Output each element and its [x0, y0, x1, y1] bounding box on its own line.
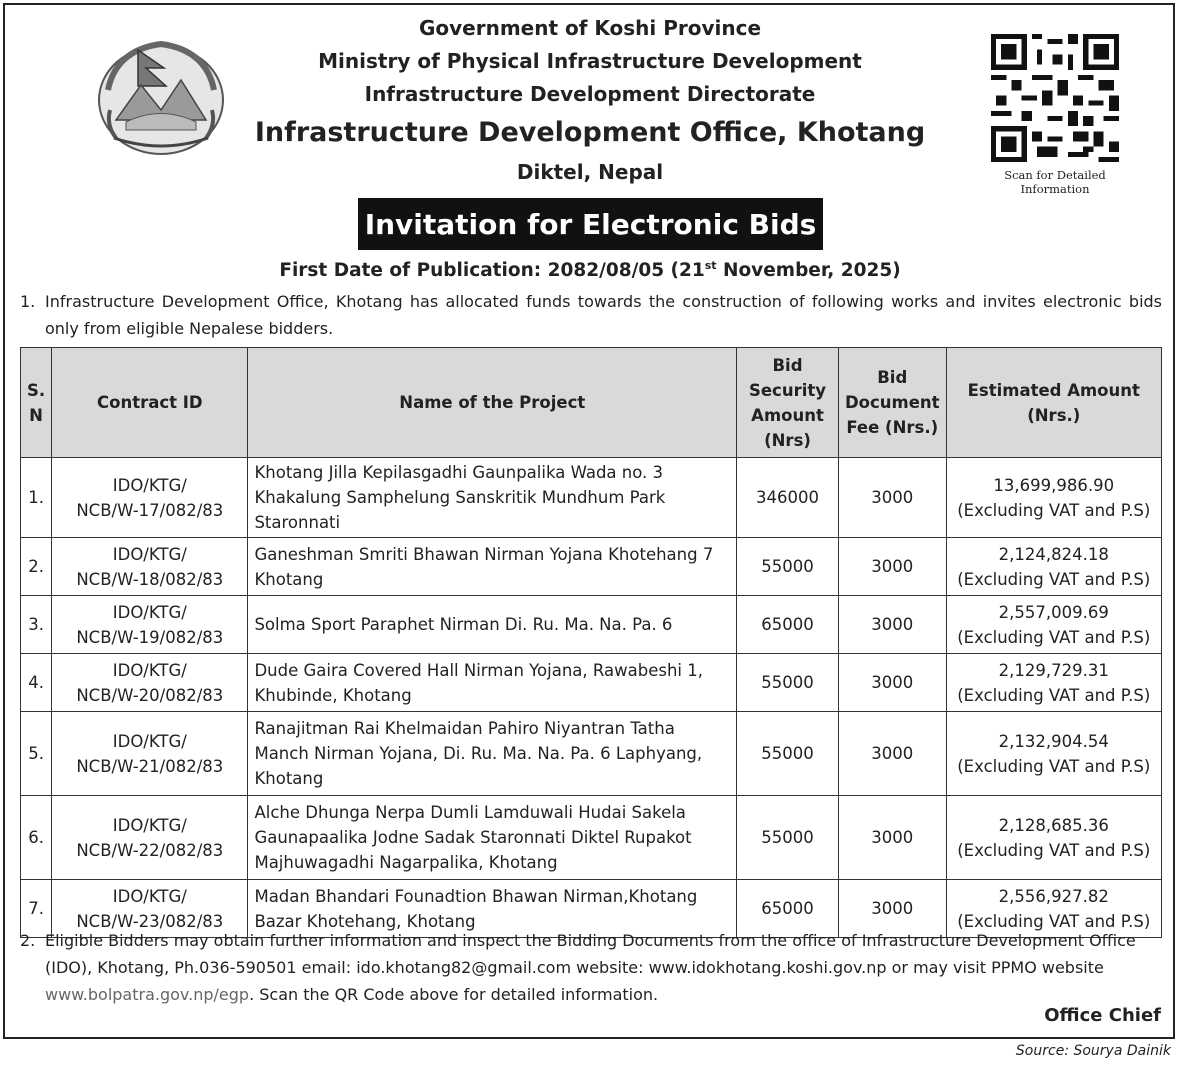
paragraph-number: 1. — [20, 292, 36, 311]
source-credit: Source: Sourya Dainik — [1015, 1043, 1171, 1059]
ministry-name: Ministry of Physical Infrastructure Development — [318, 49, 862, 73]
cell-project-name: Ganeshman Smriti Bhawan Nirman Yojana Khotehang 7 Khotang — [248, 538, 737, 596]
cell-contract-id: IDO/KTG/ NCB/W-17/082/83 — [52, 458, 248, 538]
publication-date — [250, 259, 930, 281]
table-row — [21, 796, 1162, 880]
cell-estimated-amount: 13,699,986.90 (Excluding VAT and P.S) — [946, 458, 1161, 538]
cell-contract-id: IDO/KTG/ NCB/W-23/082/83 — [52, 880, 248, 938]
pub-date-suffix: November, 2025) — [716, 260, 901, 282]
cell-project-name: Khotang Jilla Kepilasgadhi Gaunpalika Wada no. 3 Khakalung Samphelung Sanskritik Mundhum Park Staronnati — [248, 458, 737, 538]
paragraph-2 — [20, 927, 1162, 1008]
cell-document-fee: 3000 — [838, 712, 946, 796]
notice-header — [250, 12, 930, 189]
cell-bid-security: 65000 — [737, 596, 839, 654]
header-estimated-amount: Estimated Amount (Nrs.) — [946, 348, 1161, 458]
bolpatra-link[interactable]: www.bolpatra.gov.np/egp — [45, 985, 250, 1004]
cell-bid-security: 55000 — [737, 796, 839, 880]
pub-date-prefix: First Date of Publication: 2082/08/05 (21 — [279, 260, 705, 282]
pub-date-sup: st — [704, 259, 717, 272]
cell-estimated-amount: 2,129,729.31 (Excluding VAT and P.S) — [946, 654, 1161, 712]
table-header-row — [21, 348, 1162, 458]
table-row — [21, 458, 1162, 538]
cell-project-name: Alche Dhunga Nerpa Dumli Lamduwali Hudai Sakela Gaunapaalika Jodne Sadak Staronnati Diktel Rupakot Majhuwagadhi Nagarpalika, Khotang — [248, 796, 737, 880]
bids-table — [20, 347, 1162, 938]
cell-bid-security: 55000 — [737, 654, 839, 712]
cell-contract-id: IDO/KTG/ NCB/W-19/082/83 — [52, 596, 248, 654]
cell-document-fee: 3000 — [838, 796, 946, 880]
paragraph-number: 2. — [20, 931, 36, 950]
qr-block — [975, 34, 1135, 196]
cell-sn: 1. — [21, 458, 52, 538]
cell-estimated-amount: 2,132,904.54 (Excluding VAT and P.S) — [946, 712, 1161, 796]
cell-contract-id: IDO/KTG/ NCB/W-18/082/83 — [52, 538, 248, 596]
cell-document-fee: 3000 — [838, 596, 946, 654]
header-sn: S. N — [21, 348, 52, 458]
qr-caption: Scan for Detailed Information — [1004, 168, 1106, 196]
cell-document-fee: 3000 — [838, 538, 946, 596]
table-row — [21, 596, 1162, 654]
cell-document-fee: 3000 — [838, 458, 946, 538]
header-project-name: Name of the Project — [248, 348, 737, 458]
government-name: Government of Koshi Province — [418, 16, 762, 40]
paragraph-text: Infrastructure Development Office, Khotang has allocated funds towards the construction of following works and invites electronic bids only from eligible Nepalese bidders. — [45, 292, 1162, 338]
cell-document-fee: 3000 — [838, 880, 946, 938]
header-bid-security: Bid Security Amount (Nrs) — [737, 348, 839, 458]
cell-sn: 4. — [21, 654, 52, 712]
qr-code-icon[interactable] — [991, 34, 1119, 162]
header-document-fee: Bid Document Fee (Nrs.) — [838, 348, 946, 458]
cell-bid-security: 65000 — [737, 880, 839, 938]
paragraph-text — [45, 927, 1162, 1008]
cell-contract-id: IDO/KTG/ NCB/W-22/082/83 — [52, 796, 248, 880]
cell-sn: 5. — [21, 712, 52, 796]
cell-project-name: Ranajitman Rai Khelmaidan Pahiro Niyantran Tatha Manch Nirman Yojana, Di. Ru. Ma. Na. Pa. 6 Laphyang, Khotang — [248, 712, 737, 796]
cell-project-name: Solma Sport Paraphet Nirman Di. Ru. Ma. Na. Pa. 6 — [248, 596, 737, 654]
office-location: Diktel, Nepal — [516, 160, 664, 184]
cell-document-fee: 3000 — [838, 654, 946, 712]
cell-contract-id: IDO/KTG/ NCB/W-21/082/83 — [52, 712, 248, 796]
cell-project-name: Dude Gaira Covered Hall Nirman Yojana, Rawabeshi 1, Khubinde, Khotang — [248, 654, 737, 712]
office-chief-signoff: Office Chief — [1044, 1005, 1161, 1026]
cell-bid-security: 346000 — [737, 458, 839, 538]
table-row — [21, 538, 1162, 596]
table-row — [21, 712, 1162, 796]
cell-bid-security: 55000 — [737, 712, 839, 796]
notice-title: Invitation for Electronic Bids — [358, 198, 823, 250]
directorate-name: Infrastructure Development Directorate — [364, 82, 816, 106]
paragraph-body: Eligible Bidders may obtain further information and inspect the Bidding Documents from the office of Infrastructure Development Office (IDO), Khotang, Ph.036-590501 email: ido.khotang82@gmail.com website: www.idokhotang.koshi.gov.np or may visit PPMO website — [45, 931, 1136, 977]
office-name: Infrastructure Development Office, Khotang — [254, 117, 926, 148]
nepal-emblem-icon — [86, 30, 236, 160]
cell-estimated-amount: 2,124,824.18 (Excluding VAT and P.S) — [946, 538, 1161, 596]
cell-contract-id: IDO/KTG/ NCB/W-20/082/83 — [52, 654, 248, 712]
cell-estimated-amount: 2,557,009.69 (Excluding VAT and P.S) — [946, 596, 1161, 654]
cell-sn: 3. — [21, 596, 52, 654]
cell-estimated-amount: 2,128,685.36 (Excluding VAT and P.S) — [946, 796, 1161, 880]
cell-sn: 6. — [21, 796, 52, 880]
cell-bid-security: 55000 — [737, 538, 839, 596]
paragraph-1 — [20, 288, 1162, 342]
paragraph-end: . Scan the QR Code above for detailed information. — [249, 985, 659, 1004]
cell-sn: 7. — [21, 880, 52, 938]
cell-sn: 2. — [21, 538, 52, 596]
cell-estimated-amount: 2,556,927.82 (Excluding VAT and P.S) — [946, 880, 1161, 938]
header-contract-id: Contract ID — [52, 348, 248, 458]
table-row — [21, 654, 1162, 712]
cell-project-name: Madan Bhandari Founadtion Bhawan Nirman,Khotang Bazar Khotehang, Khotang — [248, 880, 737, 938]
